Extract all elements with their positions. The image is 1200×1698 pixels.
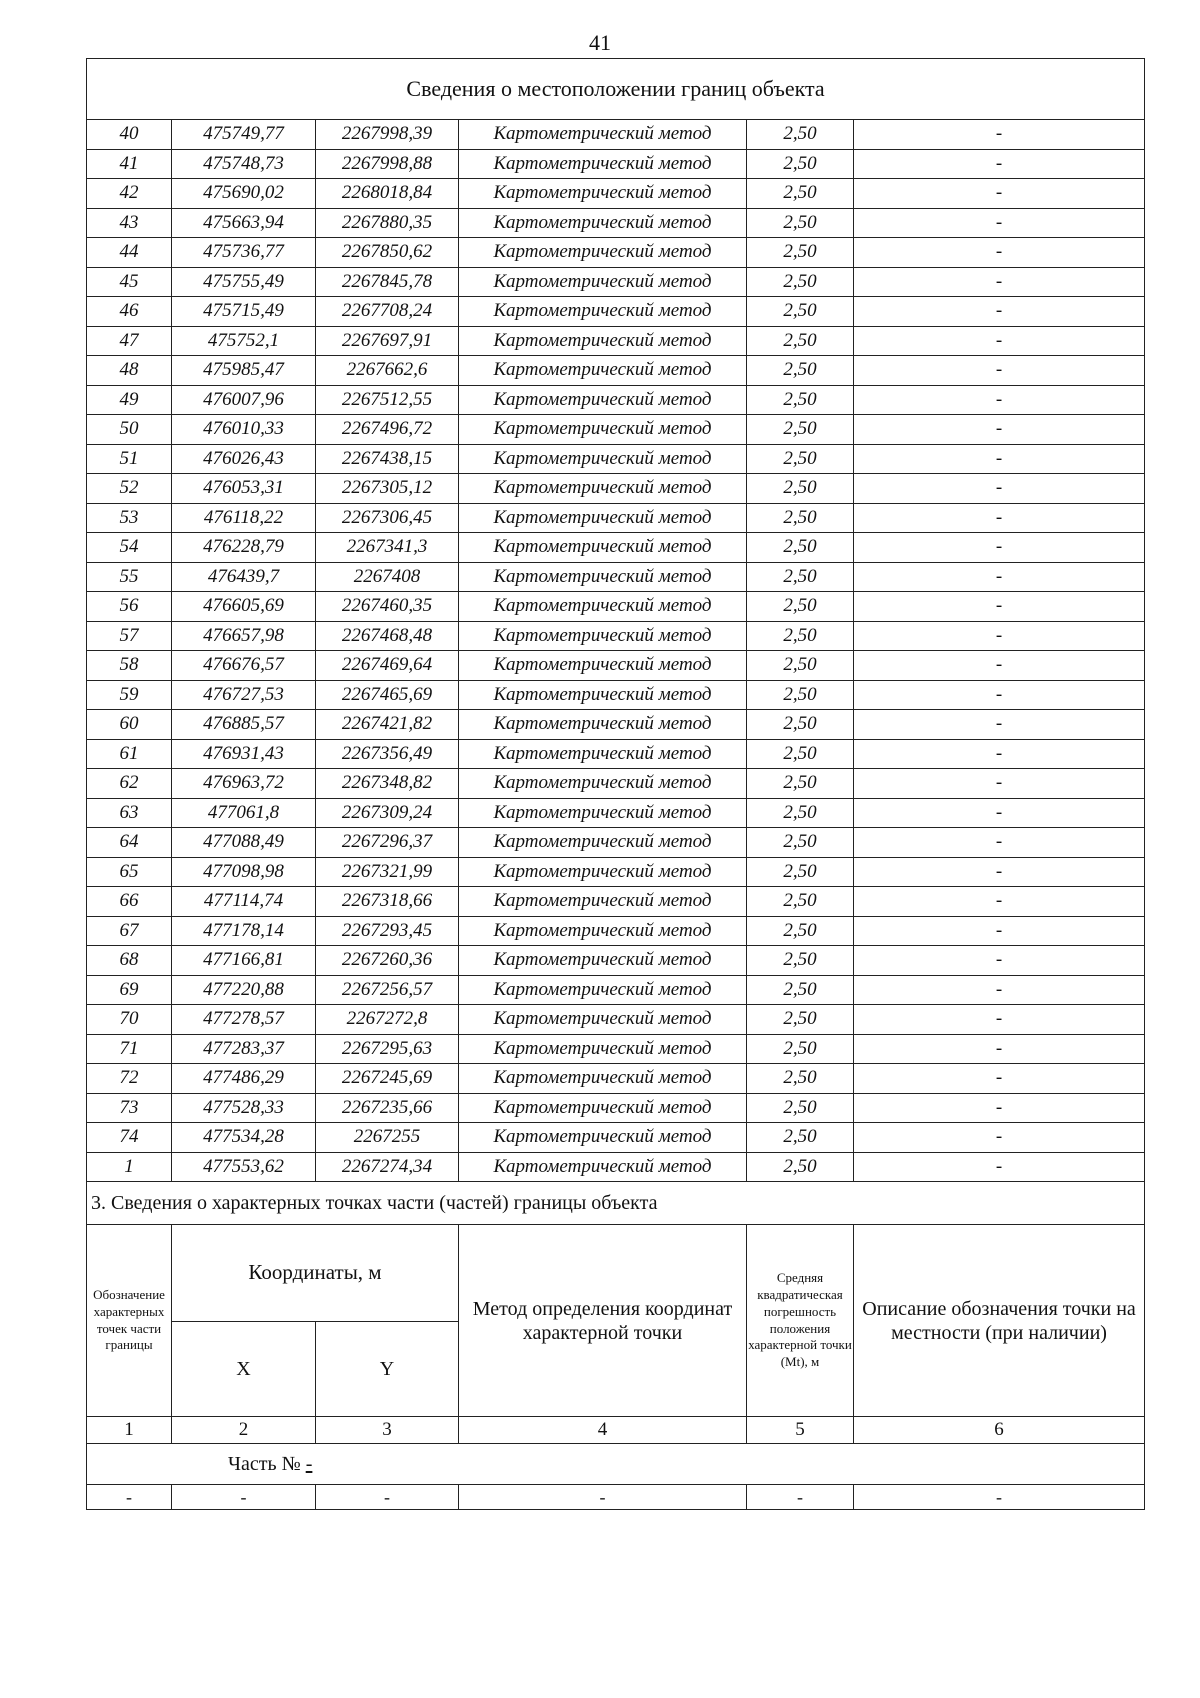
coord-x: 476118,22 [172,503,316,533]
coord-x: 475749,77 [172,120,316,150]
point-number: 56 [87,592,172,622]
coord-y: 2267880,35 [316,208,459,238]
point-number: 52 [87,474,172,504]
coord-x: 477088,49 [172,828,316,858]
coord-x: 475663,94 [172,208,316,238]
description-cell: - [854,385,1145,415]
coord-x: 477178,14 [172,916,316,946]
empty-cell: - [854,1485,1145,1510]
coord-y: 2267408 [316,562,459,592]
coord-x: 476885,57 [172,710,316,740]
method-cell: Картометрический метод [459,680,747,710]
coord-x: 475752,1 [172,326,316,356]
method-cell: Картометрический метод [459,356,747,386]
coord-y: 2267421,82 [316,710,459,740]
coord-x: 477534,28 [172,1123,316,1153]
method-cell: Картометрический метод [459,1093,747,1123]
point-number: 49 [87,385,172,415]
mean-error-cell: 2,50 [747,769,854,799]
coord-x: 476963,72 [172,769,316,799]
description-cell: - [854,326,1145,356]
point-row [87,975,1145,1005]
coord-x: 475755,49 [172,267,316,297]
point-row [87,1152,1145,1182]
point-row [87,887,1145,917]
point-number: 61 [87,739,172,769]
coord-y: 2267309,24 [316,798,459,828]
part-value: - [305,1452,313,1475]
method-cell: Картометрический метод [459,769,747,799]
method-cell: Картометрический метод [459,1005,747,1035]
empty-cell: - [172,1485,316,1510]
coord-x: 475736,77 [172,238,316,268]
coord-x: 477061,8 [172,798,316,828]
method-cell: Картометрический метод [459,238,747,268]
description-cell: - [854,798,1145,828]
coord-x: 477528,33 [172,1093,316,1123]
mean-error-cell: 2,50 [747,1034,854,1064]
mean-error-cell: 2,50 [747,887,854,917]
coord-y: 2267293,45 [316,916,459,946]
point-row [87,356,1145,386]
coord-x: 476727,53 [172,680,316,710]
coord-x: 476007,96 [172,385,316,415]
col-number: 1 [87,1417,172,1444]
description-cell: - [854,1152,1145,1182]
coord-y: 2267697,91 [316,326,459,356]
mean-error-cell: 2,50 [747,916,854,946]
point-rows [87,120,1145,1182]
point-row [87,208,1145,238]
method-cell: Картометрический метод [459,857,747,887]
point-number: 73 [87,1093,172,1123]
description-cell: - [854,503,1145,533]
description-cell: - [854,444,1145,474]
coord-y: 2267348,82 [316,769,459,799]
coord-x: 477278,57 [172,1005,316,1035]
point-number: 70 [87,1005,172,1035]
header-y: Y [316,1322,459,1417]
description-cell: - [854,1005,1145,1035]
mean-error-cell: 2,50 [747,592,854,622]
method-cell: Картометрический метод [459,533,747,563]
coord-x: 475985,47 [172,356,316,386]
method-cell: Картометрический метод [459,887,747,917]
point-row [87,769,1145,799]
mean-error-cell: 2,50 [747,444,854,474]
method-cell: Картометрический метод [459,946,747,976]
description-cell: - [854,149,1145,179]
point-row [87,651,1145,681]
point-row [87,857,1145,887]
coord-x: 477098,98 [172,857,316,887]
point-number: 50 [87,415,172,445]
coord-y: 2267255 [316,1123,459,1153]
mean-error-cell: 2,50 [747,385,854,415]
section3-title: 3. Сведения о характерных точках части (частей) границы объекта [87,1182,1145,1225]
point-number: 67 [87,916,172,946]
mean-error-cell: 2,50 [747,208,854,238]
description-cell: - [854,1093,1145,1123]
point-row [87,621,1145,651]
description-cell: - [854,1123,1145,1153]
method-cell: Картометрический метод [459,179,747,209]
description-cell: - [854,238,1145,268]
description-cell: - [854,533,1145,563]
header-x: X [172,1322,316,1417]
coord-x: 476026,43 [172,444,316,474]
point-row [87,503,1145,533]
description-cell: - [854,208,1145,238]
mean-error-cell: 2,50 [747,326,854,356]
point-number: 1 [87,1152,172,1182]
point-row [87,238,1145,268]
coord-x: 475715,49 [172,297,316,327]
mean-error-cell: 2,50 [747,651,854,681]
point-number: 59 [87,680,172,710]
mean-error-cell: 2,50 [747,1123,854,1153]
empty-cell: - [747,1485,854,1510]
coord-y: 2267341,3 [316,533,459,563]
description-cell: - [854,975,1145,1005]
mean-error-cell: 2,50 [747,621,854,651]
coord-y: 2267306,45 [316,503,459,533]
method-cell: Картометрический метод [459,739,747,769]
coord-x: 476605,69 [172,592,316,622]
description-cell: - [854,887,1145,917]
description-cell: - [854,356,1145,386]
description-cell: - [854,267,1145,297]
mean-error-cell: 2,50 [747,120,854,150]
coord-x: 476931,43 [172,739,316,769]
mean-error-cell: 2,50 [747,474,854,504]
point-row [87,710,1145,740]
part-label: Часть № [228,1452,301,1475]
point-number: 74 [87,1123,172,1153]
point-row [87,592,1145,622]
coord-y: 2267295,63 [316,1034,459,1064]
method-cell: Картометрический метод [459,120,747,150]
description-cell: - [854,621,1145,651]
description-cell: - [854,710,1145,740]
point-row [87,828,1145,858]
coord-y: 2267460,35 [316,592,459,622]
coord-y: 2268018,84 [316,179,459,209]
mean-error-cell: 2,50 [747,710,854,740]
method-cell: Картометрический метод [459,798,747,828]
coord-y: 2267438,15 [316,444,459,474]
description-cell: - [854,474,1145,504]
method-cell: Картометрический метод [459,828,747,858]
mean-error-cell: 2,50 [747,680,854,710]
coord-y: 2267272,8 [316,1005,459,1035]
coord-y: 2267708,24 [316,297,459,327]
empty-cell: - [87,1485,172,1510]
description-cell: - [854,651,1145,681]
description-cell: - [854,1064,1145,1094]
point-number: 40 [87,120,172,150]
point-row [87,179,1145,209]
header-method: Метод определения координат характерной точки [459,1225,747,1417]
coord-y: 2267321,99 [316,857,459,887]
mean-error-cell: 2,50 [747,798,854,828]
mean-error-cell: 2,50 [747,267,854,297]
coord-x: 477220,88 [172,975,316,1005]
empty-cell: - [459,1485,747,1510]
coord-y: 2267356,49 [316,739,459,769]
coord-y: 2267274,34 [316,1152,459,1182]
mean-error-cell: 2,50 [747,415,854,445]
coord-x: 477553,62 [172,1152,316,1182]
method-cell: Картометрический метод [459,651,747,681]
method-cell: Картометрический метод [459,267,747,297]
method-cell: Картометрический метод [459,415,747,445]
point-row [87,297,1145,327]
mean-error-cell: 2,50 [747,149,854,179]
mean-error-cell: 2,50 [747,179,854,209]
mean-error-cell: 2,50 [747,533,854,563]
point-number: 45 [87,267,172,297]
point-number: 41 [87,149,172,179]
mean-error-cell: 2,50 [747,1152,854,1182]
point-number: 69 [87,975,172,1005]
description-cell: - [854,769,1145,799]
method-cell: Картометрический метод [459,297,747,327]
point-number: 66 [87,887,172,917]
section-title: Сведения о местоположении границ объекта [87,59,1145,120]
point-number: 57 [87,621,172,651]
col-number: 6 [854,1417,1145,1444]
description-cell: - [854,916,1145,946]
description-cell: - [854,1034,1145,1064]
description-cell: - [854,857,1145,887]
description-cell: - [854,739,1145,769]
point-number: 63 [87,798,172,828]
point-row [87,562,1145,592]
mean-error-cell: 2,50 [747,975,854,1005]
mean-error-cell: 2,50 [747,503,854,533]
method-cell: Картометрический метод [459,208,747,238]
point-number: 62 [87,769,172,799]
point-row [87,680,1145,710]
col-number: 2 [172,1417,316,1444]
point-number: 71 [87,1034,172,1064]
method-cell: Картометрический метод [459,444,747,474]
point-row [87,474,1145,504]
header-description: Описание обозначения точки на местности (при наличии) [854,1225,1145,1417]
description-cell: - [854,415,1145,445]
coord-x: 476010,33 [172,415,316,445]
method-cell: Картометрический метод [459,1034,747,1064]
point-number: 51 [87,444,172,474]
method-cell: Картометрический метод [459,562,747,592]
header-coordinates: Координаты, м [172,1225,459,1322]
point-row [87,149,1145,179]
description-cell: - [854,828,1145,858]
method-cell: Картометрический метод [459,1152,747,1182]
coord-y: 2267235,66 [316,1093,459,1123]
boundary-table [86,58,1145,1510]
coord-x: 477114,74 [172,887,316,917]
mean-error-cell: 2,50 [747,946,854,976]
mean-error-cell: 2,50 [747,1064,854,1094]
point-number: 46 [87,297,172,327]
coord-y: 2267318,66 [316,887,459,917]
mean-error-cell: 2,50 [747,562,854,592]
mean-error-cell: 2,50 [747,1005,854,1035]
coord-y: 2267465,69 [316,680,459,710]
coord-y: 2267260,36 [316,946,459,976]
point-row [87,946,1145,976]
point-number: 55 [87,562,172,592]
mean-error-cell: 2,50 [747,828,854,858]
coord-y: 2267845,78 [316,267,459,297]
point-number: 58 [87,651,172,681]
page-number: 41 [589,30,611,55]
method-cell: Картометрический метод [459,385,747,415]
point-row [87,267,1145,297]
part-number-row [87,1444,1145,1485]
method-cell: Картометрический метод [459,1064,747,1094]
coord-x: 475748,73 [172,149,316,179]
coord-y: 2267305,12 [316,474,459,504]
point-row [87,444,1145,474]
coord-x: 475690,02 [172,179,316,209]
point-row [87,120,1145,150]
method-cell: Картометрический метод [459,474,747,504]
point-row [87,916,1145,946]
coord-x: 477283,37 [172,1034,316,1064]
coord-y: 2267662,6 [316,356,459,386]
empty-cell: - [316,1485,459,1510]
point-row [87,739,1145,769]
col-number: 3 [316,1417,459,1444]
coord-x: 476228,79 [172,533,316,563]
point-number: 42 [87,179,172,209]
point-row [87,326,1145,356]
method-cell: Картометрический метод [459,975,747,1005]
method-cell: Картометрический метод [459,592,747,622]
description-cell: - [854,179,1145,209]
mean-error-cell: 2,50 [747,1093,854,1123]
coord-y: 2267496,72 [316,415,459,445]
coord-x: 477166,81 [172,946,316,976]
point-number: 68 [87,946,172,976]
header-point-designation: Обозначение характерных точек части границы [87,1225,172,1417]
point-number: 47 [87,326,172,356]
coord-y: 2267245,69 [316,1064,459,1094]
mean-error-cell: 2,50 [747,857,854,887]
description-cell: - [854,946,1145,976]
point-row [87,1123,1145,1153]
point-row [87,533,1145,563]
point-row [87,1064,1145,1094]
mean-error-cell: 2,50 [747,739,854,769]
coord-y: 2267998,39 [316,120,459,150]
method-cell: Картометрический метод [459,916,747,946]
point-number: 72 [87,1064,172,1094]
method-cell: Картометрический метод [459,326,747,356]
coord-x: 477486,29 [172,1064,316,1094]
coord-x: 476439,7 [172,562,316,592]
coord-y: 2267296,37 [316,828,459,858]
coord-x: 476053,31 [172,474,316,504]
method-cell: Картометрический метод [459,503,747,533]
coord-y: 2267469,64 [316,651,459,681]
description-cell: - [854,297,1145,327]
point-row [87,385,1145,415]
coord-x: 476676,57 [172,651,316,681]
point-number: 44 [87,238,172,268]
description-cell: - [854,120,1145,150]
method-cell: Картометрический метод [459,621,747,651]
coord-y: 2267256,57 [316,975,459,1005]
point-row [87,415,1145,445]
method-cell: Картометрический метод [459,1123,747,1153]
mean-error-cell: 2,50 [747,297,854,327]
method-cell: Картометрический метод [459,149,747,179]
mean-error-cell: 2,50 [747,356,854,386]
description-cell: - [854,592,1145,622]
point-number: 54 [87,533,172,563]
col-number: 5 [747,1417,854,1444]
coord-x: 476657,98 [172,621,316,651]
point-row [87,1005,1145,1035]
coord-y: 2267850,62 [316,238,459,268]
coord-y: 2267512,55 [316,385,459,415]
point-row [87,798,1145,828]
coord-y: 2267998,88 [316,149,459,179]
point-number: 65 [87,857,172,887]
mean-error-cell: 2,50 [747,238,854,268]
point-number: 48 [87,356,172,386]
description-cell: - [854,680,1145,710]
point-number: 53 [87,503,172,533]
point-number: 64 [87,828,172,858]
method-cell: Картометрический метод [459,710,747,740]
point-number: 43 [87,208,172,238]
point-row [87,1034,1145,1064]
header-mean-error: Средняя квадратическая погрешность положения характерной точки (Mt), м [747,1225,854,1417]
point-number: 60 [87,710,172,740]
description-cell: - [854,562,1145,592]
coord-y: 2267468,48 [316,621,459,651]
col-number: 4 [459,1417,747,1444]
point-row [87,1093,1145,1123]
